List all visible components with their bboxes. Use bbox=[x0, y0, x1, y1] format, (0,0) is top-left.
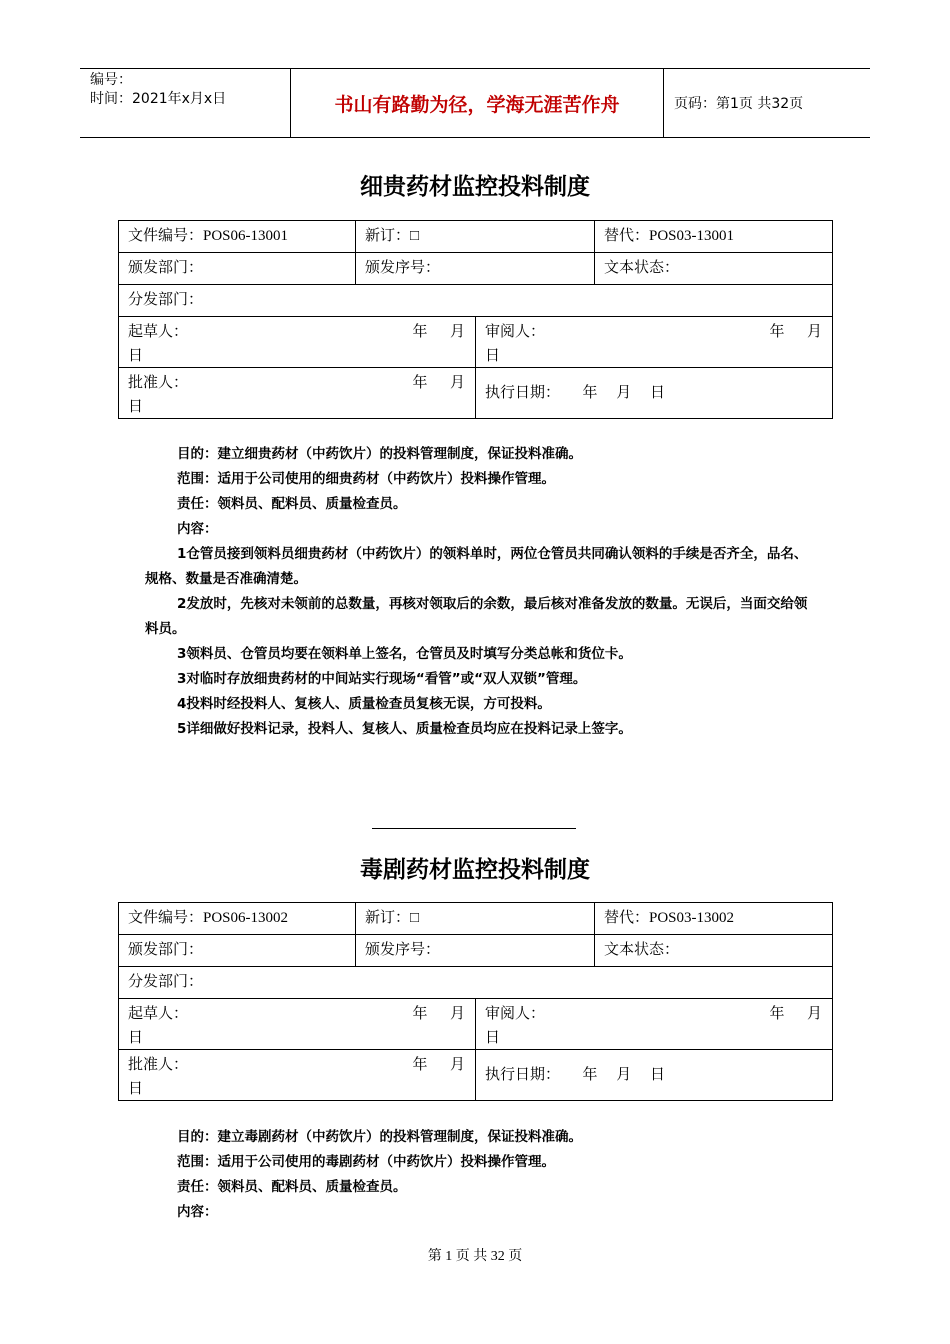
replaces: 替代：POS03-13001 bbox=[595, 221, 833, 253]
time-label: 时间：2021年x月x日 bbox=[90, 91, 227, 107]
reviewer-label: 审阅人： bbox=[485, 324, 546, 340]
document-meta-table bbox=[118, 220, 833, 419]
section-divider bbox=[372, 828, 576, 829]
execution-date: 执行日期： 年 月 日 bbox=[485, 1067, 666, 1083]
drafter-label: 起草人： bbox=[128, 324, 189, 340]
drafter-date-ym: 年 月 bbox=[412, 324, 465, 340]
approver-label: 批准人： bbox=[128, 1057, 189, 1073]
approver-date-day: 日 bbox=[128, 1081, 144, 1097]
replaces: 替代：POS03-13002 bbox=[595, 903, 833, 935]
header-motto: 书山有路勤为径，学海无涯苦作舟 bbox=[291, 69, 664, 137]
drafter-label: 起草人： bbox=[128, 1006, 189, 1022]
drafter-date-day: 日 bbox=[128, 348, 144, 364]
issue-department: 颁发部门： bbox=[119, 253, 356, 285]
reviewer-date-ym: 年 月 bbox=[769, 324, 822, 340]
responsibility-line: 责任：领料员、配料员、质量检查员。 bbox=[177, 1179, 407, 1195]
content-item: 3领料员、仓管员均要在领料单上签名，仓管员及时填写分类总帐和货位卡。 bbox=[177, 646, 632, 662]
content-item: 3对临时存放细贵药材的中间站实行现场“看管”或“双人双锁”管理。 bbox=[177, 671, 587, 687]
section-title: 细贵药材监控投料制度 bbox=[360, 173, 590, 200]
issue-department: 颁发部门： bbox=[119, 935, 356, 967]
scope-line: 范围：适用于公司使用的毒剧药材（中药饮片）投料操作管理。 bbox=[177, 1154, 555, 1170]
file-number: 文件编号：POS06-13001 bbox=[119, 221, 356, 253]
scope-line: 范围：适用于公司使用的细贵药材（中药饮片）投料操作管理。 bbox=[177, 471, 555, 487]
number-label: 编号： bbox=[90, 72, 132, 88]
section-title: 毒剧药材监控投料制度 bbox=[360, 856, 590, 883]
distribution-department: 分发部门： bbox=[119, 285, 833, 317]
reviewer-cell bbox=[476, 999, 833, 1050]
file-number: 文件编号：POS06-13002 bbox=[119, 903, 356, 935]
execution-date-cell bbox=[476, 368, 833, 419]
reviewer-cell bbox=[476, 317, 833, 368]
approver-label: 批准人： bbox=[128, 375, 189, 391]
new-version: 新订：□ bbox=[356, 221, 595, 253]
section-body bbox=[145, 1125, 815, 1225]
drafter-cell bbox=[119, 317, 476, 368]
distribution-department: 分发部门： bbox=[119, 967, 833, 999]
page-footer: 第 1 页 共 32 页 bbox=[427, 1249, 523, 1264]
header-page-number: 页码：第1页 共32页 bbox=[674, 96, 804, 112]
document-meta-table bbox=[118, 902, 833, 1101]
approver-date-ym: 年 月 bbox=[412, 375, 465, 391]
text-status: 文本状态： bbox=[595, 935, 833, 967]
reviewer-date-ym: 年 月 bbox=[769, 1006, 822, 1022]
drafter-date-day: 日 bbox=[128, 1030, 144, 1046]
text-status: 文本状态： bbox=[595, 253, 833, 285]
issue-sequence: 颁发序号： bbox=[356, 253, 595, 285]
approver-cell bbox=[119, 368, 476, 419]
approver-date-ym: 年 月 bbox=[412, 1057, 465, 1073]
content-heading: 内容： bbox=[177, 1204, 218, 1220]
section-body bbox=[145, 442, 815, 742]
content-item: 2发放时，先核对未领前的总数量，再核对领取后的余数，最后核对准备发放的数量。无误后，当面交给领料员。 bbox=[145, 596, 808, 637]
new-version: 新订：□ bbox=[356, 903, 595, 935]
reviewer-date-day: 日 bbox=[485, 1030, 501, 1046]
drafter-date-ym: 年 月 bbox=[412, 1006, 465, 1022]
approver-date-day: 日 bbox=[128, 399, 144, 415]
page-header bbox=[80, 68, 870, 138]
drafter-cell bbox=[119, 999, 476, 1050]
issue-sequence: 颁发序号： bbox=[356, 935, 595, 967]
content-item: 1仓管员接到领料员细贵药材（中药饮片）的领料单时，两位仓管员共同确认领料的手续是否齐全，品名、规格、数量是否准确清楚。 bbox=[145, 546, 808, 587]
purpose-line: 目的：建立细贵药材（中药饮片）的投料管理制度，保证投料准确。 bbox=[177, 446, 582, 462]
responsibility-line: 责任：领料员、配料员、质量检查员。 bbox=[177, 496, 407, 512]
reviewer-label: 审阅人： bbox=[485, 1006, 546, 1022]
reviewer-date-day: 日 bbox=[485, 348, 501, 364]
execution-date: 执行日期： 年 月 日 bbox=[485, 385, 666, 401]
header-info bbox=[80, 69, 291, 137]
content-item: 5详细做好投料记录，投料人、复核人、质量检查员均应在投料记录上签字。 bbox=[177, 721, 632, 737]
approver-cell bbox=[119, 1050, 476, 1101]
execution-date-cell bbox=[476, 1050, 833, 1101]
purpose-line: 目的：建立毒剧药材（中药饮片）的投料管理制度，保证投料准确。 bbox=[177, 1129, 582, 1145]
content-heading: 内容： bbox=[177, 521, 218, 537]
content-item: 4投料时经投料人、复核人、质量检查员复核无误，方可投料。 bbox=[177, 696, 551, 712]
